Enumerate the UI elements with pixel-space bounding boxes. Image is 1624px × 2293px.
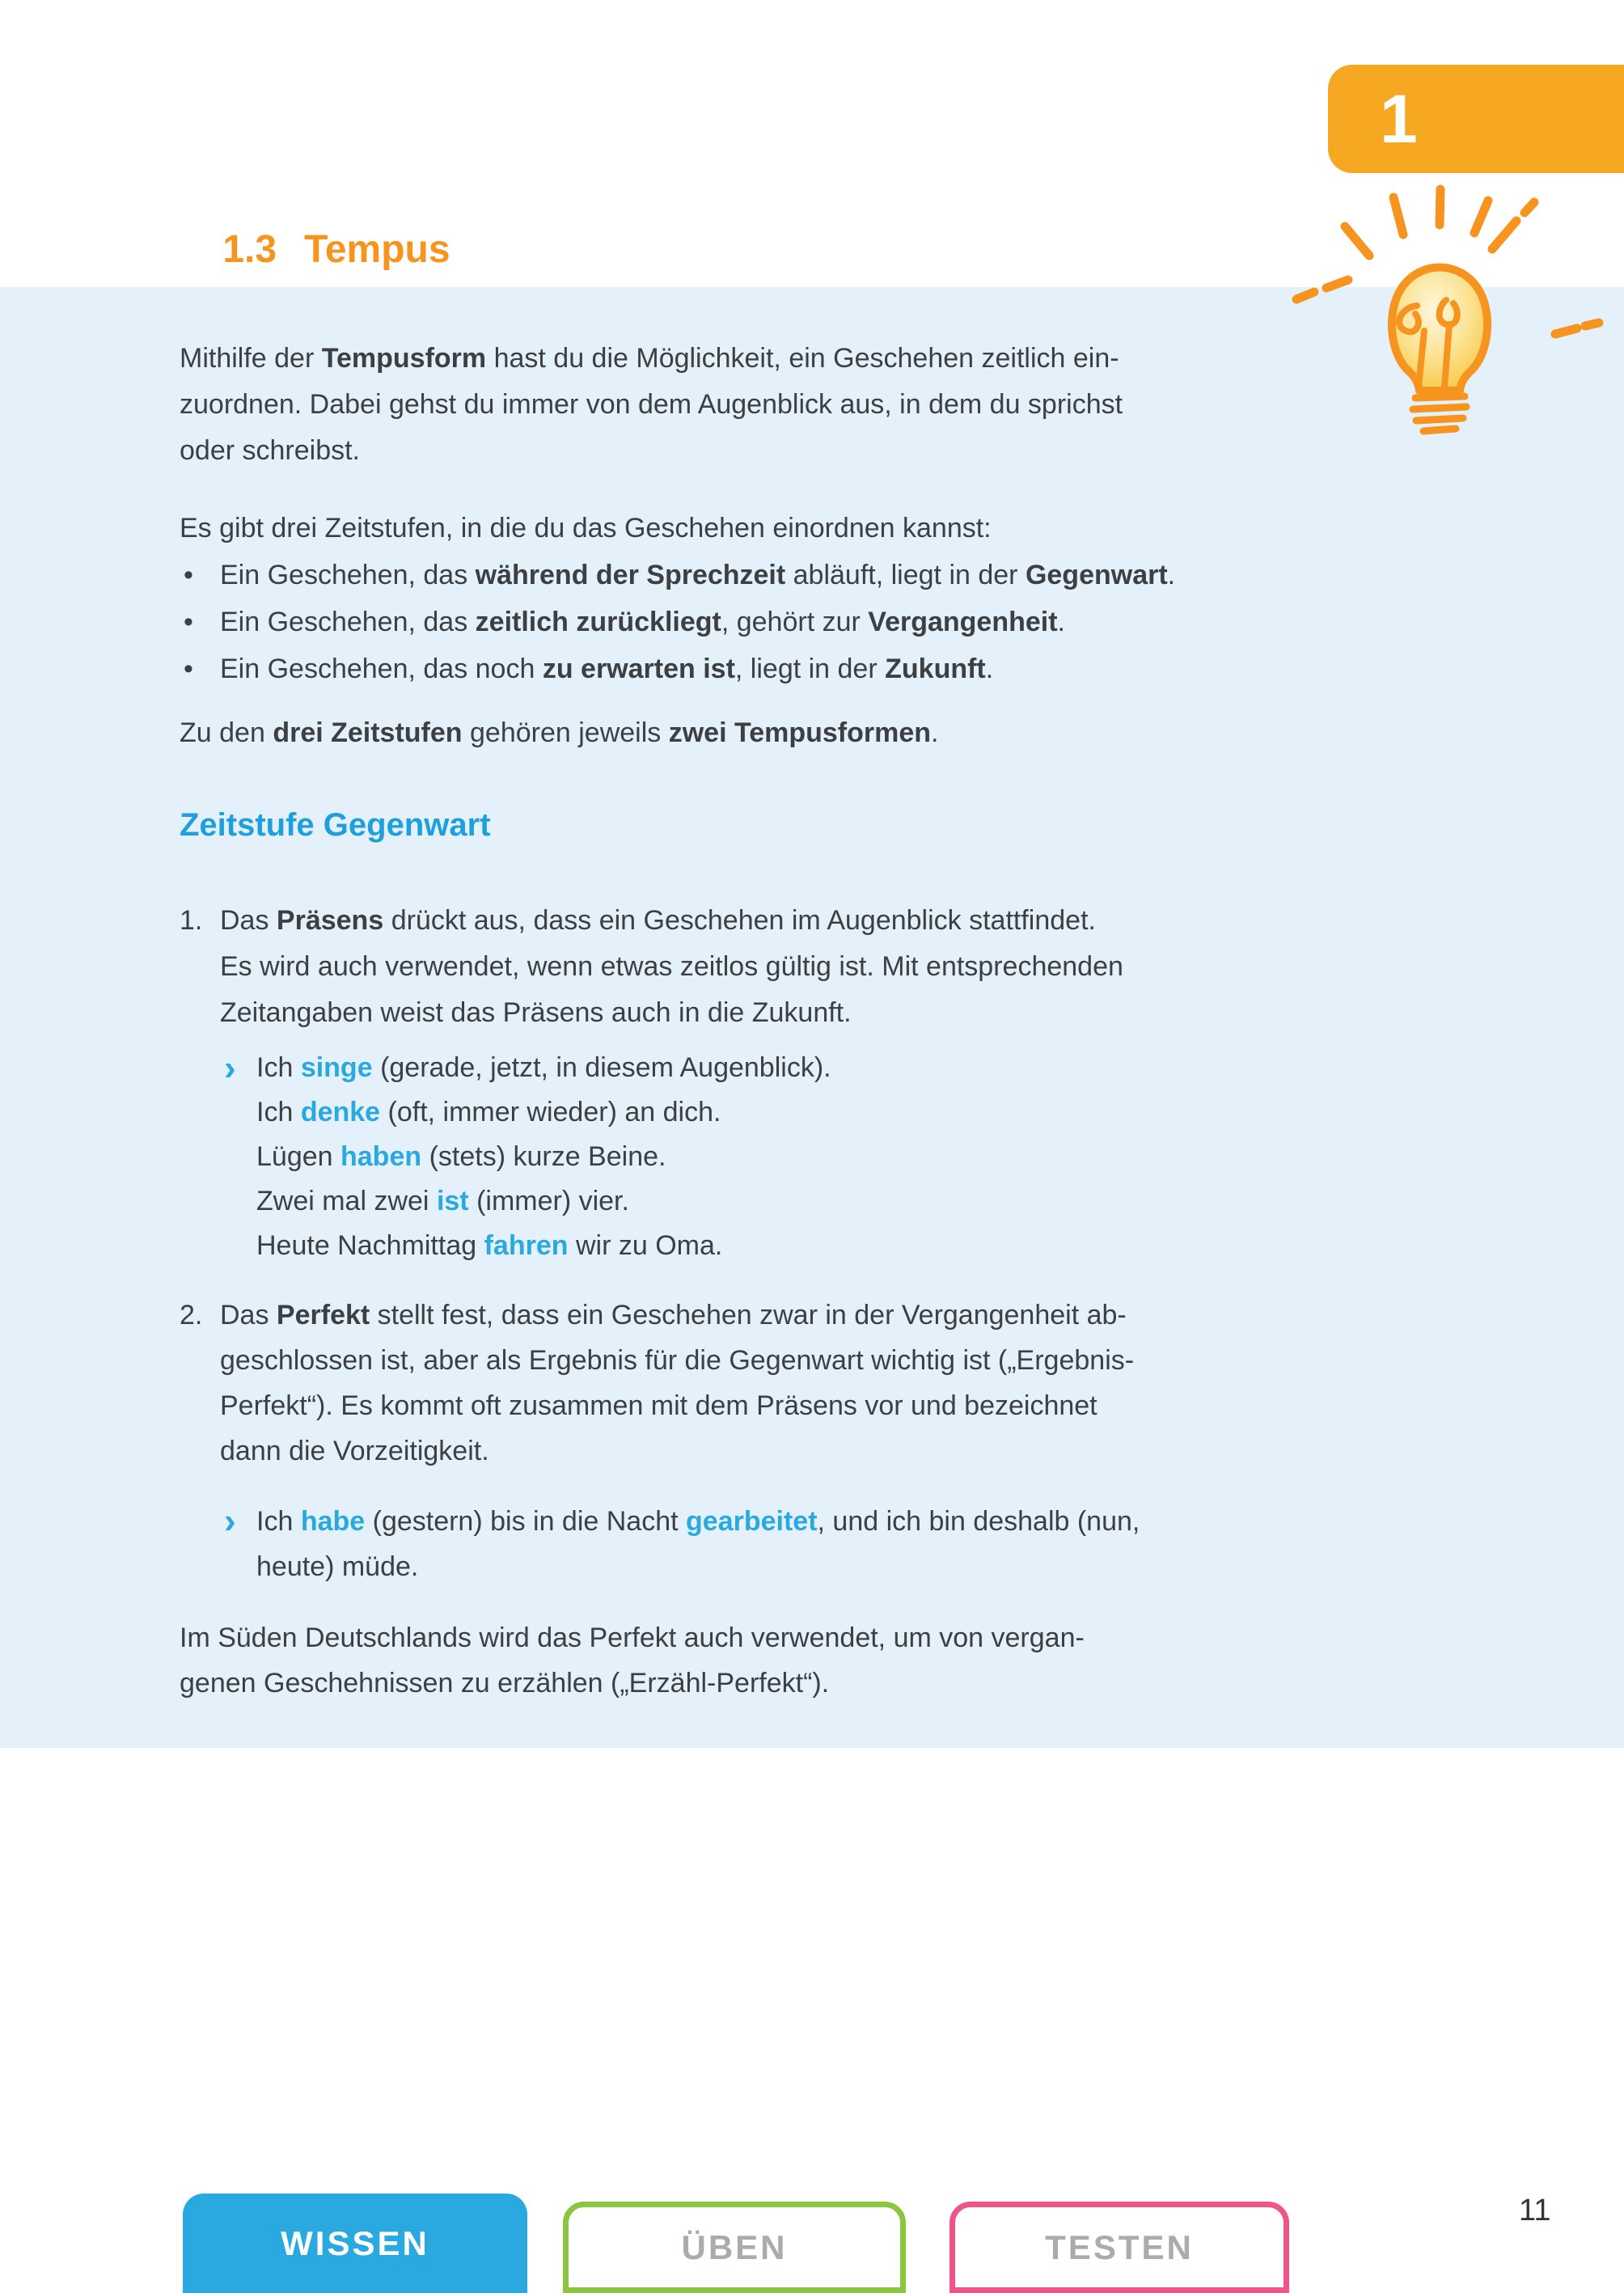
text-line xyxy=(180,1615,1085,1661)
example1-block xyxy=(180,1046,831,1268)
text-segment: gearbeitet xyxy=(686,1506,818,1537)
zu_den-block xyxy=(180,710,938,756)
text-segment: Zeitangaben weist das Präsens auch in die Zukunft. xyxy=(220,997,852,1028)
text-segment: hast du die Möglichkeit, ein Geschehen zeitlich ein- xyxy=(486,343,1119,374)
text-segment: genen Geschehnissen zu erzählen („Erzähl-Perfekt“). xyxy=(180,1668,830,1699)
page-title-text: Tempus xyxy=(304,228,450,271)
text-line xyxy=(180,336,1123,382)
text-segment: zuordnen. Dabei gehst du immer von dem Augenblick aus, in dem du sprichst xyxy=(180,389,1123,420)
text-line xyxy=(180,1046,831,1090)
text-segment: Ein Geschehen, das xyxy=(220,607,476,637)
text-segment: dann die Vorzeitigkeit. xyxy=(220,1436,489,1466)
tab-testen[interactable] xyxy=(949,2202,1289,2293)
text-line xyxy=(180,710,938,756)
text-segment: Lügen xyxy=(256,1141,340,1172)
chevron-icon: › xyxy=(224,1501,236,1541)
item2-block xyxy=(180,1292,1134,1474)
tab-ueben[interactable] xyxy=(563,2202,906,2293)
text-line xyxy=(180,382,1123,428)
text-segment: Zwei mal zwei xyxy=(256,1186,437,1216)
tab-ueben-label: ÜBEN xyxy=(681,2227,788,2266)
text-segment: habe xyxy=(300,1506,366,1537)
text-segment: Mithilfe der xyxy=(180,343,322,374)
text-segment: Im Süden Deutschlands wird das Perfekt auch verwendet, um von vergan- xyxy=(180,1622,1085,1653)
text-segment: , liegt in der xyxy=(734,654,886,684)
text-line xyxy=(180,898,1123,944)
text-segment: Präsens xyxy=(276,905,384,936)
text-line xyxy=(180,599,1175,645)
list-marker: • xyxy=(184,654,193,684)
text-segment: drückt aus, dass ein Geschehen im Augenblick stattfindet. xyxy=(383,905,1096,936)
text-segment: . xyxy=(1057,607,1065,637)
text-line xyxy=(180,1338,1134,1383)
text-segment: Ein Geschehen, das noch xyxy=(220,654,543,684)
text-line xyxy=(180,645,1175,692)
text-segment: Es wird auch verwendet, wenn etwas zeitlos gültig ist. Mit entsprechenden xyxy=(220,951,1123,982)
text-line xyxy=(180,1428,1134,1474)
text-line xyxy=(180,1135,831,1179)
text-segment: Ein Geschehen, das xyxy=(220,560,476,590)
text-segment: Es gibt drei Zeitstufen, in die du das Geschehen einordnen kannst: xyxy=(180,513,992,544)
text-line xyxy=(180,1292,1134,1338)
text-line xyxy=(180,1544,1140,1589)
zeitstufen_intro-block xyxy=(180,506,992,552)
text-segment: . xyxy=(985,654,994,684)
text-segment: Zukunft xyxy=(885,654,986,684)
text-segment: während der Sprechzeit xyxy=(475,560,786,590)
text-segment: abläuft, liegt in der xyxy=(785,560,1026,590)
text-segment: wir zu Oma. xyxy=(568,1230,723,1261)
list-marker: • xyxy=(184,560,193,590)
list-marker: • xyxy=(184,607,193,637)
text-segment: geschlossen ist, aber als Ergebnis für die Gegenwart wichtig ist („Ergebnis- xyxy=(220,1345,1135,1376)
bullets-block xyxy=(180,552,1175,692)
text-segment: Perfekt xyxy=(276,1300,370,1331)
text-segment: Tempusform xyxy=(321,343,487,374)
text-segment: Heute Nachmittag xyxy=(256,1230,484,1261)
list-marker: 2. xyxy=(180,1300,203,1331)
section-heading: Zeitstufe Gegenwart xyxy=(180,807,491,843)
text-line xyxy=(180,1179,831,1224)
text-segment: Ich xyxy=(256,1052,301,1083)
text-segment: drei Zeitstufen xyxy=(273,717,463,748)
text-segment: zu erwarten ist xyxy=(542,654,735,684)
text-segment: (immer) vier. xyxy=(468,1186,629,1216)
text-segment: Ich xyxy=(256,1097,301,1127)
text-segment: (gestern) bis in die Nacht xyxy=(365,1506,687,1537)
chevron-icon: › xyxy=(224,1048,236,1088)
text-segment: (oft, immer wieder) an dich. xyxy=(380,1097,721,1127)
item1-block xyxy=(180,898,1123,1036)
text-segment: fahren xyxy=(484,1230,569,1261)
example2-block xyxy=(180,1499,1140,1589)
text-segment: Ich xyxy=(256,1506,301,1537)
tab-testen-label: TESTEN xyxy=(1045,2227,1194,2266)
tab-wissen-label: WISSEN xyxy=(281,2223,429,2262)
text-line xyxy=(180,1661,1085,1706)
text-segment: Das xyxy=(220,1300,277,1331)
text-segment: zwei Tempusformen xyxy=(668,717,932,748)
text-segment: . xyxy=(931,717,939,748)
text-line xyxy=(180,506,992,552)
text-segment: haben xyxy=(340,1141,422,1172)
intro-block xyxy=(180,336,1123,474)
text-segment: heute) müde. xyxy=(256,1551,419,1582)
text-line xyxy=(180,428,1123,474)
text-segment: oder schreibst. xyxy=(180,435,360,466)
text-line xyxy=(180,944,1123,990)
text-segment: Perfekt“). Es kommt oft zusammen mit dem Präsens vor und bezeichnet xyxy=(220,1390,1097,1421)
text-segment: denke xyxy=(300,1097,381,1127)
text-segment: , und ich bin deshalb (nun, xyxy=(817,1506,1140,1537)
page-title-number: 1.3 xyxy=(222,228,277,271)
text-segment: Das xyxy=(220,905,277,936)
text-segment: Gegenwart xyxy=(1025,560,1168,590)
text-line xyxy=(180,1224,831,1268)
text-line xyxy=(180,990,1123,1036)
text-segment: ist xyxy=(436,1186,469,1216)
list-marker: 1. xyxy=(180,905,203,936)
text-segment: Zu den xyxy=(180,717,273,748)
text-segment: (gerade, jetzt, in diesem Augenblick). xyxy=(372,1052,831,1083)
text-segment: (stets) kurze Beine. xyxy=(421,1141,666,1172)
text-segment: zeitlich zurückliegt xyxy=(475,607,721,637)
tab-wissen[interactable] xyxy=(183,2194,527,2293)
text-segment: , gehört zur xyxy=(721,607,869,637)
text-segment: . xyxy=(1167,560,1176,590)
text-segment: gehören jeweils xyxy=(462,717,669,748)
text-line xyxy=(180,552,1175,599)
page-number: 11 xyxy=(1519,2194,1551,2227)
text-line xyxy=(180,1383,1134,1428)
text-line xyxy=(180,1090,831,1135)
south-block xyxy=(180,1615,1085,1706)
text-segment: Vergangenheit xyxy=(868,607,1058,637)
text-line xyxy=(180,1499,1140,1544)
chapter-number: 1 xyxy=(1380,80,1418,157)
text-segment: stellt fest, dass ein Geschehen zwar in der Vergangenheit ab- xyxy=(370,1300,1127,1331)
text-segment: singe xyxy=(300,1052,373,1083)
